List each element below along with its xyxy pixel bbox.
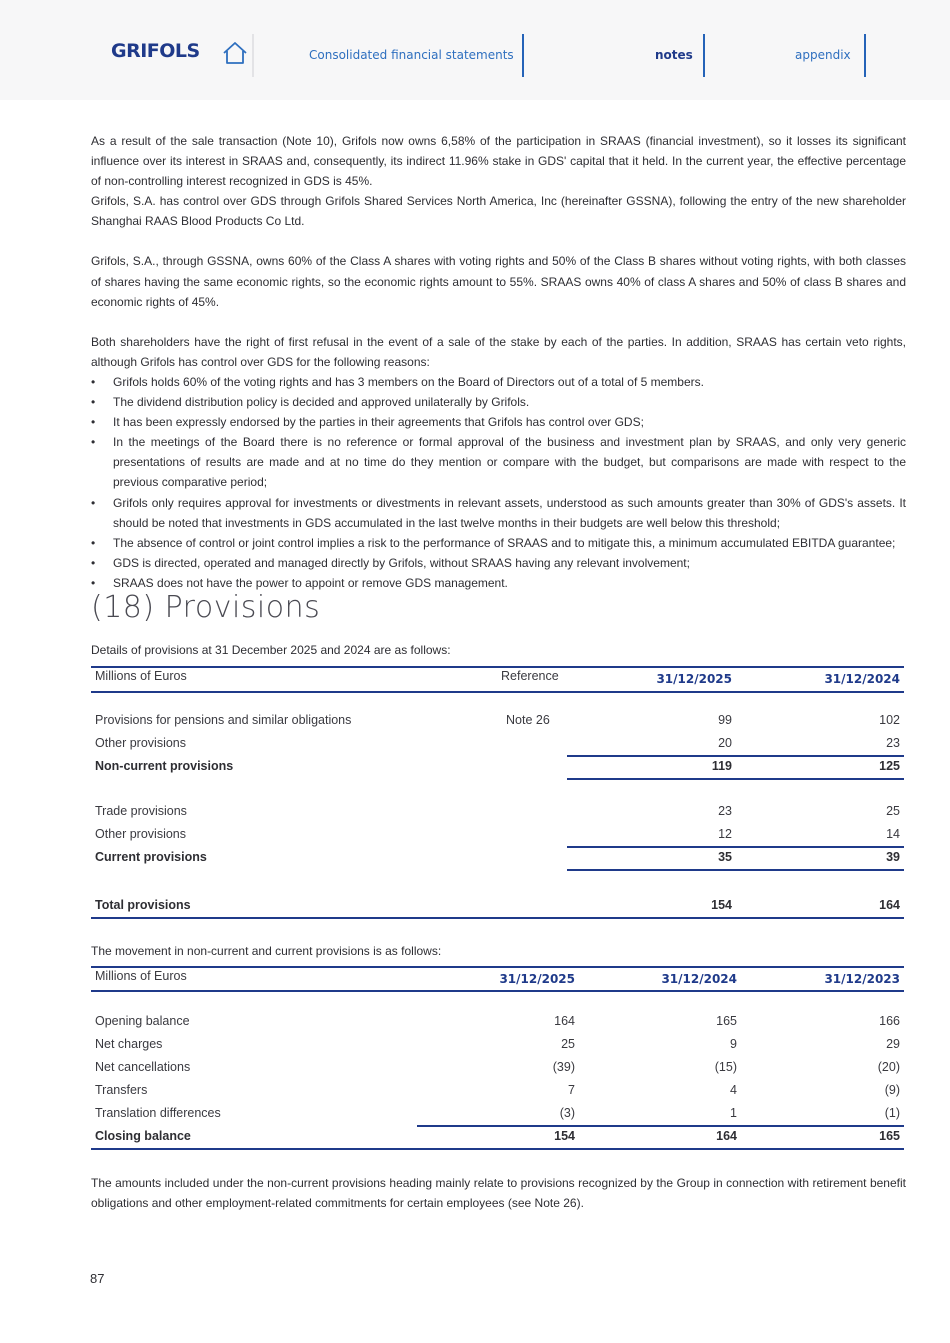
row-value-2023: 166: [879, 1014, 900, 1028]
row-value-2025: 25: [561, 1037, 575, 1051]
row-value-2024: 164: [879, 898, 900, 912]
row-value-2025: (3): [559, 1106, 575, 1120]
list-item: • The dividend distribution policy is decided and approved unilaterally by Grifols.: [91, 392, 906, 412]
row-value-2023: (20): [877, 1060, 900, 1074]
grifols-logo[interactable]: GRIFOLS: [111, 40, 200, 62]
row-value-2025: 164: [554, 1014, 575, 1028]
list-item: • In the meetings of the Board there is no reference or formal approval of the business and investment plan by SRAAS, and only very generic presentations of results are made and at no time do they mention or compare with the budget, but comparisons are made with respect to the previous comparative period;: [91, 432, 906, 492]
list-item: • The absence of control or joint control implies a risk to the performance of SRAAS and to mitigate this, a minimum accumulated EBITDA guarantee;: [91, 533, 906, 553]
row-label: Current provisions: [95, 850, 207, 864]
page-number: 87: [90, 1271, 105, 1286]
row-label: Provisions for pensions and similar obligations: [95, 713, 352, 727]
row-label: Other provisions: [95, 736, 187, 750]
header-reference: Reference: [501, 669, 559, 683]
nav-divider: [252, 34, 254, 77]
paragraph: Both shareholders have the right of first refusal in the event of a sale of the stake by each of the parties. In addition, SRAAS has certain veto rights, although Grifols has control over GDS for the following reasons:: [91, 334, 906, 369]
row-value-2023: 29: [886, 1037, 900, 1051]
table-row: [91, 1083, 904, 1103]
row-value-2024: 25: [886, 804, 900, 818]
nav-divider: [703, 34, 705, 77]
row-value-2024: 23: [886, 736, 900, 750]
row-label: Total provisions: [95, 898, 191, 912]
row-label: Non-current provisions: [95, 759, 234, 773]
row-value-2024: (15): [714, 1060, 737, 1074]
nav-consolidated-link[interactable]: Consolidated financial statements: [309, 48, 514, 62]
row-value-2024: 14: [886, 827, 900, 841]
row-value-2024: 102: [879, 713, 900, 727]
reasons-list: [91, 372, 906, 593]
table-row: [91, 827, 904, 847]
row-value-2024: 9: [730, 1037, 737, 1051]
row-value-2025: 12: [718, 827, 732, 841]
header-label: Millions of Euros: [95, 669, 187, 683]
row-value-2023: 165: [879, 1129, 900, 1143]
nav-notes-link[interactable]: notes: [655, 48, 693, 62]
table-row: [91, 1014, 904, 1034]
paragraph: As a result of the sale transaction (Note 10), Grifols now owns 6,58% of the participation in SRAAS (financial investment), so it losses its significant influence over its interest in SRAAS and, consequently, its indirect 11.96% stake in GDS' capital that it held. In the current year, the effective percentage of non-controlling interest recognized in GDS is 45%.: [91, 134, 906, 189]
row-value-2025: 7: [568, 1083, 575, 1097]
row-label: Closing balance: [95, 1129, 191, 1143]
row-label: Translation differences: [95, 1106, 221, 1120]
section-title: (18) Provisions: [91, 590, 321, 625]
row-value-2025: 20: [718, 736, 732, 750]
row-value-2025: 99: [718, 713, 732, 727]
page-header: [0, 0, 950, 100]
table-header-row: [91, 969, 904, 989]
row-label: Transfers: [95, 1083, 148, 1097]
list-item: • Grifols holds 60% of the voting rights and has 3 members on the Board of Directors out of a total of 5 members.: [91, 372, 906, 392]
list-item: • SRAAS does not have the power to appoint or remove GDS management.: [91, 573, 906, 593]
paragraph: Grifols, S.A., through GSSNA, owns 60% of the Class A shares with voting rights and 50% of the Class B shares without voting rights, with both classes of shares having the same economic rights, so the economic rights amount to 55%. SRAAS owns 40% of class A shares and 50% of class B shares and economic rights of 45%.: [91, 254, 906, 309]
nav-divider: [864, 34, 866, 77]
closing-text: [91, 1173, 906, 1213]
row-value-2025: 23: [718, 804, 732, 818]
table-total-row: [91, 898, 904, 918]
row-value-2025: 154: [554, 1129, 575, 1143]
row-value-2024: 4: [730, 1083, 737, 1097]
nav-divider: [522, 34, 524, 77]
row-value-2024: 164: [716, 1129, 737, 1143]
table-row: [91, 804, 904, 824]
header-col-2023: 31/12/2023: [824, 972, 900, 986]
row-label: Trade provisions: [95, 804, 187, 818]
table-total-row: [91, 1129, 904, 1149]
table-row: [91, 1106, 904, 1126]
list-item: • Grifols only requires approval for investments or divestments in relevant assets, understood as such amounts greater than 30% of GDS's assets. It should be noted that investments in GDS accumulated in the last twelve months in their budgets are well below this threshold;: [91, 493, 906, 533]
row-value-2025: 35: [718, 850, 732, 864]
row-value-2025: (39): [552, 1060, 575, 1074]
row-value-2024: 165: [716, 1014, 737, 1028]
row-value-2025: 119: [711, 759, 732, 773]
header-col-2024: 31/12/2024: [824, 672, 900, 686]
table-header-row: [91, 669, 904, 689]
nav-appendix-link[interactable]: appendix: [795, 48, 851, 62]
row-label: Net charges: [95, 1037, 163, 1051]
table-subtotal-row: [91, 759, 904, 779]
table-subtotal-row: [91, 850, 904, 870]
list-item: • GDS is directed, operated and managed directly by Grifols, without SRAAS having any relevant involvement;: [91, 553, 906, 573]
paragraph: The amounts included under the non-current provisions heading mainly relate to provisions recognized by the Group in connection with retirement benefit obligations and other employment-related commitments for certain employees (see Note 26).: [91, 1176, 906, 1211]
header-label: Millions of Euros: [95, 969, 187, 983]
list-item: • It has been expressly endorsed by the parties in their agreements that Grifols has control over GDS;: [91, 412, 906, 432]
row-value-2025: 154: [711, 898, 732, 912]
table-row: [91, 1037, 904, 1057]
row-label: Other provisions: [95, 827, 187, 841]
home-icon[interactable]: [222, 41, 248, 65]
row-label: Opening balance: [95, 1014, 190, 1028]
row-reference: Note 26: [506, 713, 550, 727]
table-row: [91, 1060, 904, 1080]
row-value-2023: (9): [884, 1083, 900, 1097]
row-value-2024: 1: [730, 1106, 737, 1120]
table2-caption: The movement in non-current and current provisions is as follows:: [91, 944, 442, 958]
table-row: [91, 736, 904, 756]
movement-table: [91, 966, 904, 1151]
intro-text: [91, 131, 906, 593]
table1-caption: Details of provisions at 31 December 2025 and 2024 are as follows:: [91, 643, 451, 657]
row-value-2023: (1): [884, 1106, 900, 1120]
header-col-2025: 31/12/2025: [499, 972, 575, 986]
header-col-2024: 31/12/2024: [661, 972, 737, 986]
table-row: [91, 713, 904, 733]
provisions-table: [91, 666, 904, 920]
row-value-2024: 125: [879, 759, 900, 773]
paragraph: Grifols, S.A. has control over GDS through Grifols Shared Services North America, Inc (hereinafter GSSNA), following the entry of the new shareholder Shanghai RAAS Blood Products Co Ltd.: [91, 194, 906, 229]
header-col-2025: 31/12/2025: [656, 672, 732, 686]
row-label: Net cancellations: [95, 1060, 191, 1074]
row-value-2024: 39: [886, 850, 900, 864]
